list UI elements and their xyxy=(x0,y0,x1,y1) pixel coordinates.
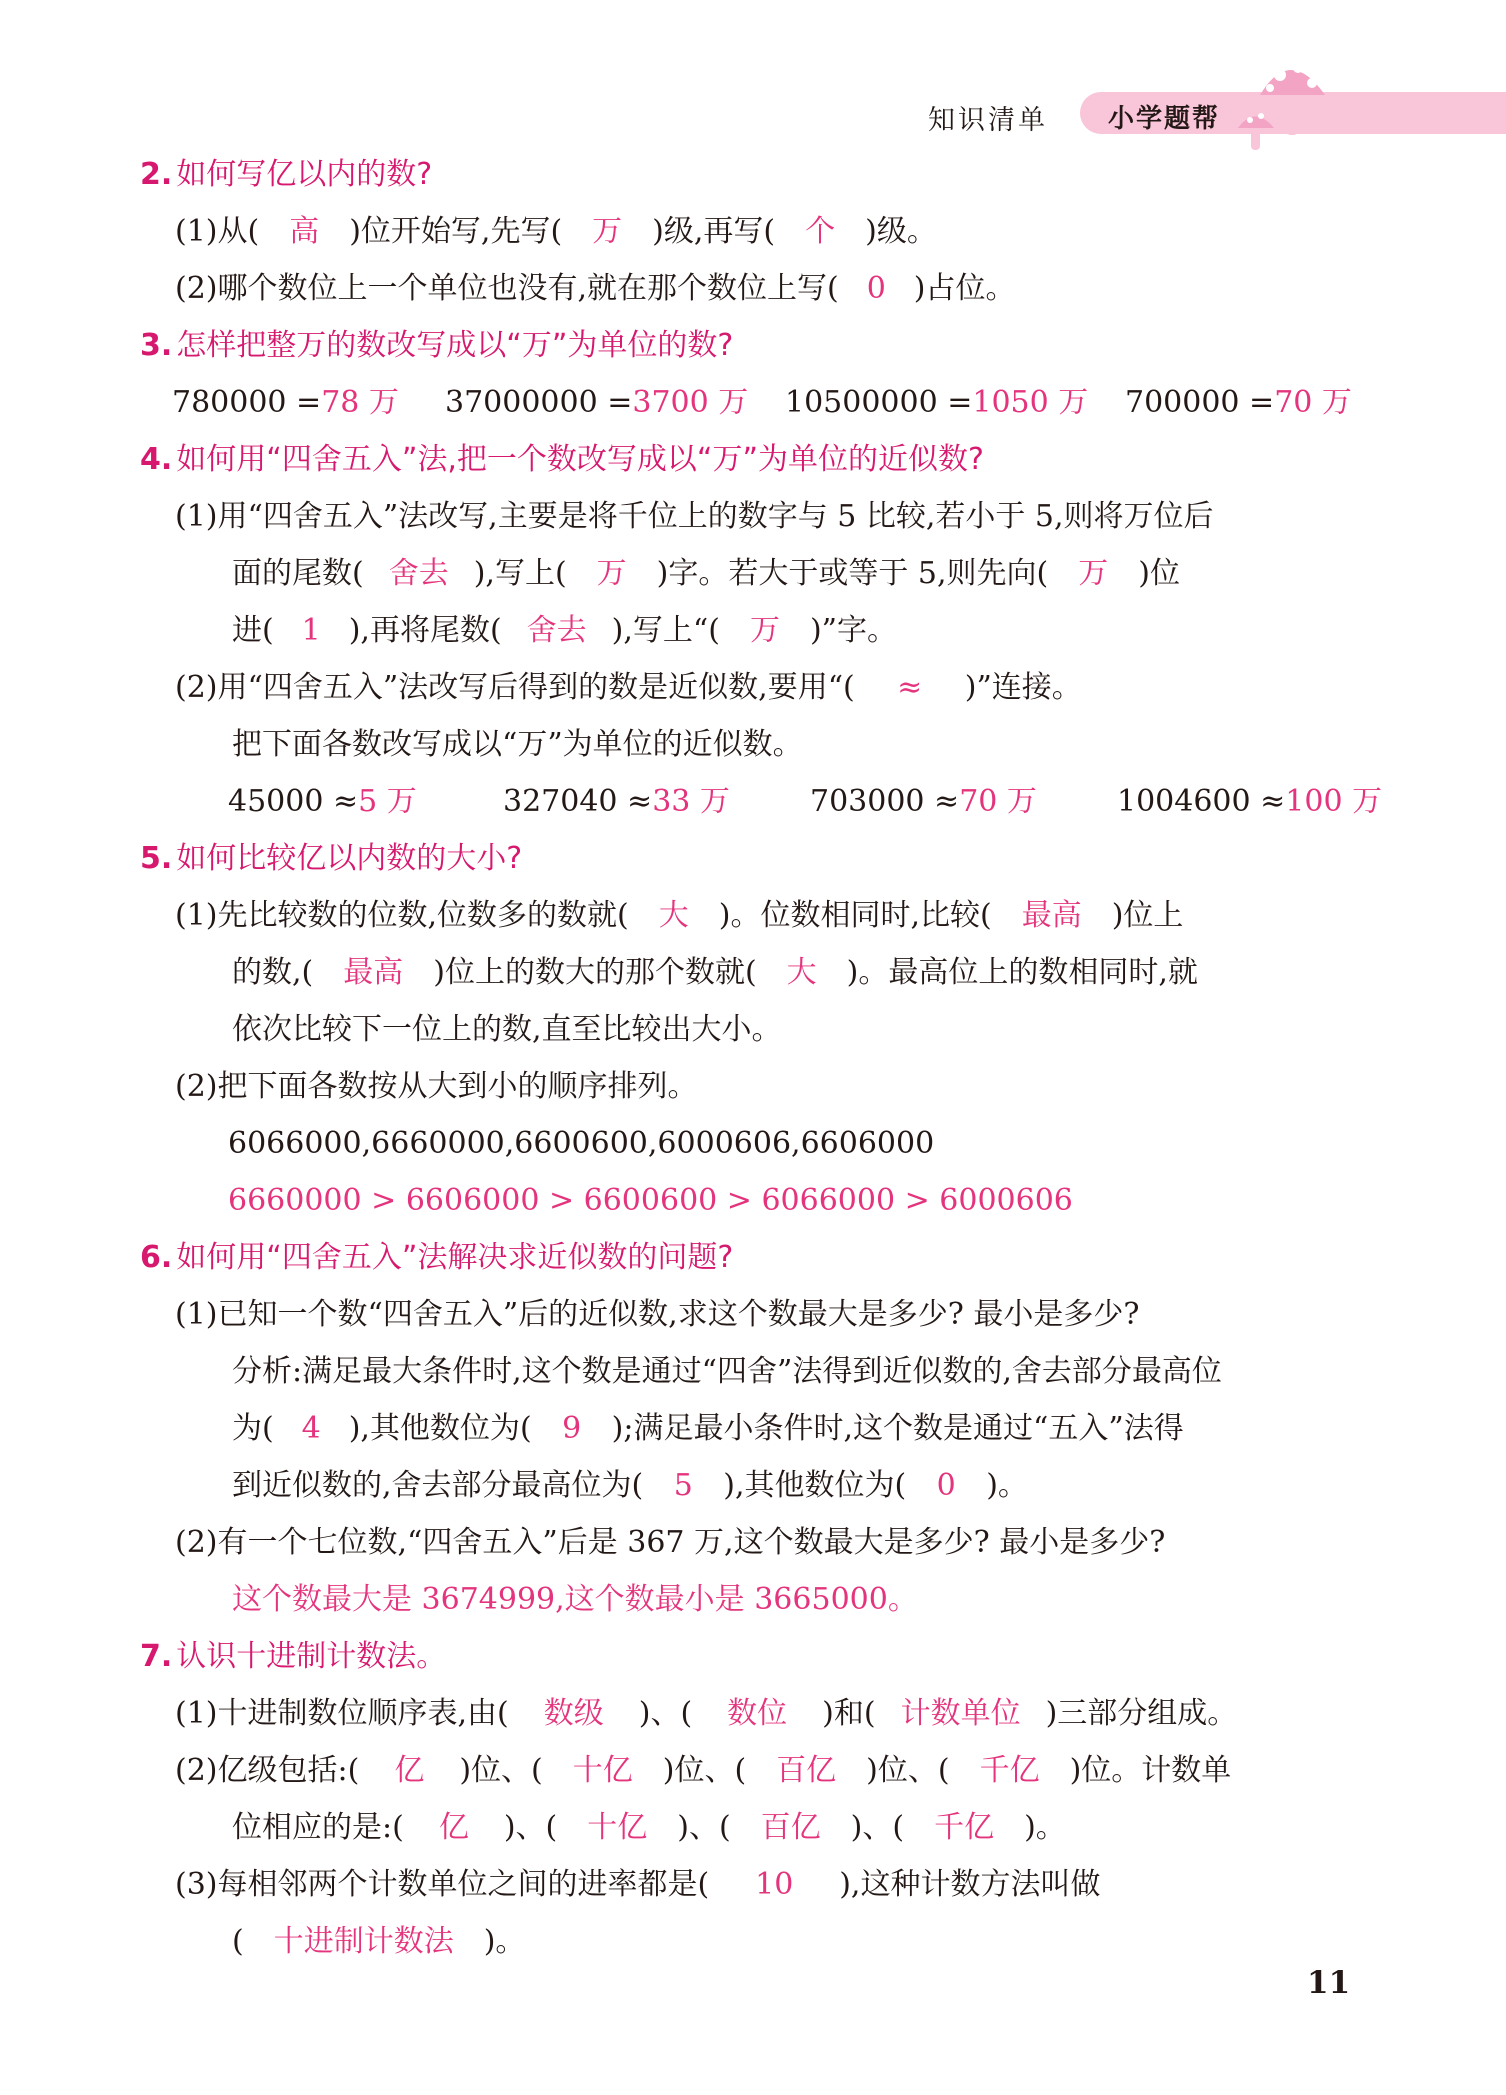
answer-blank: 万 xyxy=(749,613,780,648)
question-5-item-2: (2)把下面各数按从大到小的顺序排列。 xyxy=(175,1069,698,1104)
answer-blank: 数级 xyxy=(543,1696,604,1731)
question-4-title: 4. 如何用“四舍五入”法,把一个数改写成以“万”为单位的近似数? xyxy=(140,442,984,477)
question-6-title: 6. 如何用“四舍五入”法解决求近似数的问题? xyxy=(140,1240,734,1275)
answer-blank: 十进制计数法 xyxy=(273,1924,454,1959)
answer-blank: 数位 xyxy=(727,1696,788,1731)
question-5-title: 5. 如何比较亿以内数的大小? xyxy=(140,841,523,876)
answer-blank: 亿 xyxy=(438,1810,469,1845)
answer-blank: 最高 xyxy=(343,955,404,990)
section-label: 知识清单 xyxy=(928,105,1048,136)
answer-blank: 百亿 xyxy=(776,1753,837,1788)
question-6-analysis-line-2: 为( 4 ),其他数位为( 9 );满足最小条件时,这个数是通过“五入”法得 xyxy=(232,1409,1184,1449)
question-7-item-2: (2)亿级包括:( 亿 )位、( 十亿 )位、( 百亿 )位、( 千亿 )位。计数单 xyxy=(175,1751,1231,1791)
question-6-answer: 这个数最大是 3674999,这个数最小是 3665000。 xyxy=(232,1582,918,1617)
answer-blank: ≈ xyxy=(897,670,923,705)
question-4-item-2: (2)用“四舍五入”法改写后得到的数是近似数,要用“( ≈ )”连接。 xyxy=(175,668,1082,708)
answer-blank: 个 xyxy=(805,214,836,249)
answer-blank: 4 xyxy=(301,1411,321,1446)
question-2-item-2: (2)哪个数位上一个单位也没有,就在那个数位上写( 0 )占位。 xyxy=(175,269,1015,309)
question-6-item-2: (2)有一个七位数,“四舍五入”后是 367 万,这个数最大是多少? 最小是多少? xyxy=(175,1525,1166,1560)
answer-blank: 万 xyxy=(596,556,627,591)
question-4-item-1-line-2: 面的尾数( 舍去 ),写上( 万 )字。若大于或等于 5,则先向( 万 )位 xyxy=(232,554,1180,594)
approximation-item: 45000 ≈5 万 xyxy=(228,784,417,819)
answer-blank: 10 xyxy=(755,1867,794,1902)
answer-blank: 9 xyxy=(562,1411,582,1446)
page-number: 11 xyxy=(1307,1965,1351,2001)
conversion-item: 10500000 =1050 万 xyxy=(785,385,1089,420)
answer-blank: 0 xyxy=(866,271,886,306)
question-7-item-3: (3)每相邻两个计数单位之间的进率都是( 10 ),这种计数方法叫做 xyxy=(175,1865,1100,1905)
answer-blank: 0 xyxy=(936,1468,956,1503)
answer-blank: 千亿 xyxy=(979,1753,1040,1788)
conversion-item: 780000 =78 万 xyxy=(172,385,399,420)
answer-blank: 千亿 xyxy=(934,1810,995,1845)
answer-blank: 计数单位 xyxy=(900,1696,1021,1731)
answer-blank: 十亿 xyxy=(572,1753,633,1788)
answer-blank: 亿 xyxy=(394,1753,425,1788)
answer-blank: 1 xyxy=(301,613,321,648)
question-6-item-1: (1)已知一个数“四舍五入”后的近似数,求这个数最大是多少? 最小是多少? xyxy=(175,1297,1140,1332)
question-4-item-1-line-3: 进( 1 ),再将尾数( 舍去 ),写上“( 万 )”字。 xyxy=(232,611,897,651)
approximation-item: 703000 ≈70 万 xyxy=(810,784,1037,819)
answer-blank: 百亿 xyxy=(760,1810,821,1845)
answer-blank: 最高 xyxy=(1021,898,1082,933)
answer-blank: 5 xyxy=(673,1468,693,1503)
sorted-answer: 6660000 > 6606000 > 6600600 > 6066000 > 6000606 xyxy=(228,1183,1073,1218)
answer-blank: 高 xyxy=(289,214,320,249)
number-list: 6066000,6660000,6600600,6000606,6606000 xyxy=(228,1126,935,1161)
brand-label: 小学题帮 xyxy=(1108,104,1221,134)
answer-blank: 万 xyxy=(1078,556,1109,591)
approximation-item: 1004600 ≈100 万 xyxy=(1117,784,1383,819)
question-6-analysis-line-3: 到近似数的,舍去部分最高位为( 5 ),其他数位为( 0 )。 xyxy=(232,1466,1028,1506)
conversion-item: 37000000 =3700 万 xyxy=(445,385,749,420)
question-6-analysis: 分析:满足最大条件时,这个数是通过“四舍”法得到近似数的,舍去部分最高位 xyxy=(232,1354,1222,1389)
answer-blank: 大 xyxy=(786,955,817,990)
answer-blank: 万 xyxy=(592,214,623,249)
answer-blank: 十亿 xyxy=(587,1810,648,1845)
answer-blank: 舍去 xyxy=(526,613,587,648)
question-7-title: 7. 认识十进制计数法。 xyxy=(140,1639,447,1674)
question-3-title: 3. 怎样把整万的数改写成以“万”为单位的数? xyxy=(140,328,734,363)
question-7-item-3-line-2: ( 十进制计数法 )。 xyxy=(232,1922,525,1962)
conversion-item: 700000 =70 万 xyxy=(1125,385,1352,420)
answer-blank: 舍去 xyxy=(388,556,449,591)
question-5-item-1: (1)先比较数的位数,位数多的数就( 大 )。位数相同时,比较( 最高 )位上 xyxy=(175,896,1183,936)
approximation-item: 327040 ≈33 万 xyxy=(503,784,730,819)
question-2-item-1: (1)从( 高 )位开始写,先写( 万 )级,再写( 个 )级。 xyxy=(175,212,937,252)
answer-blank: 大 xyxy=(658,898,689,933)
question-5-item-1-line-3: 依次比较下一位上的数,直至比较出大小。 xyxy=(232,1012,782,1047)
question-2-title: 2. 如何写亿以内的数? xyxy=(140,157,433,192)
question-5-item-1-line-2: 的数,( 最高 )位上的数大的那个数就( 大 )。最高位上的数相同时,就 xyxy=(232,953,1198,993)
question-7-item-1: (1)十进制数位顺序表,由( 数级 )、( 数位 )和( 计数单位 )三部分组成。 xyxy=(175,1694,1237,1734)
question-7-item-2-line-2: 位相应的是:( 亿 )、( 十亿 )、( 百亿 )、( 千亿 )。 xyxy=(232,1808,1066,1848)
question-4-item-2-instruction: 把下面各数改写成以“万”为单位的近似数。 xyxy=(232,727,803,762)
question-4-item-1: (1)用“四舍五入”法改写,主要是将千位上的数字与 5 比较,若小于 5,则将万位后 xyxy=(175,499,1214,534)
